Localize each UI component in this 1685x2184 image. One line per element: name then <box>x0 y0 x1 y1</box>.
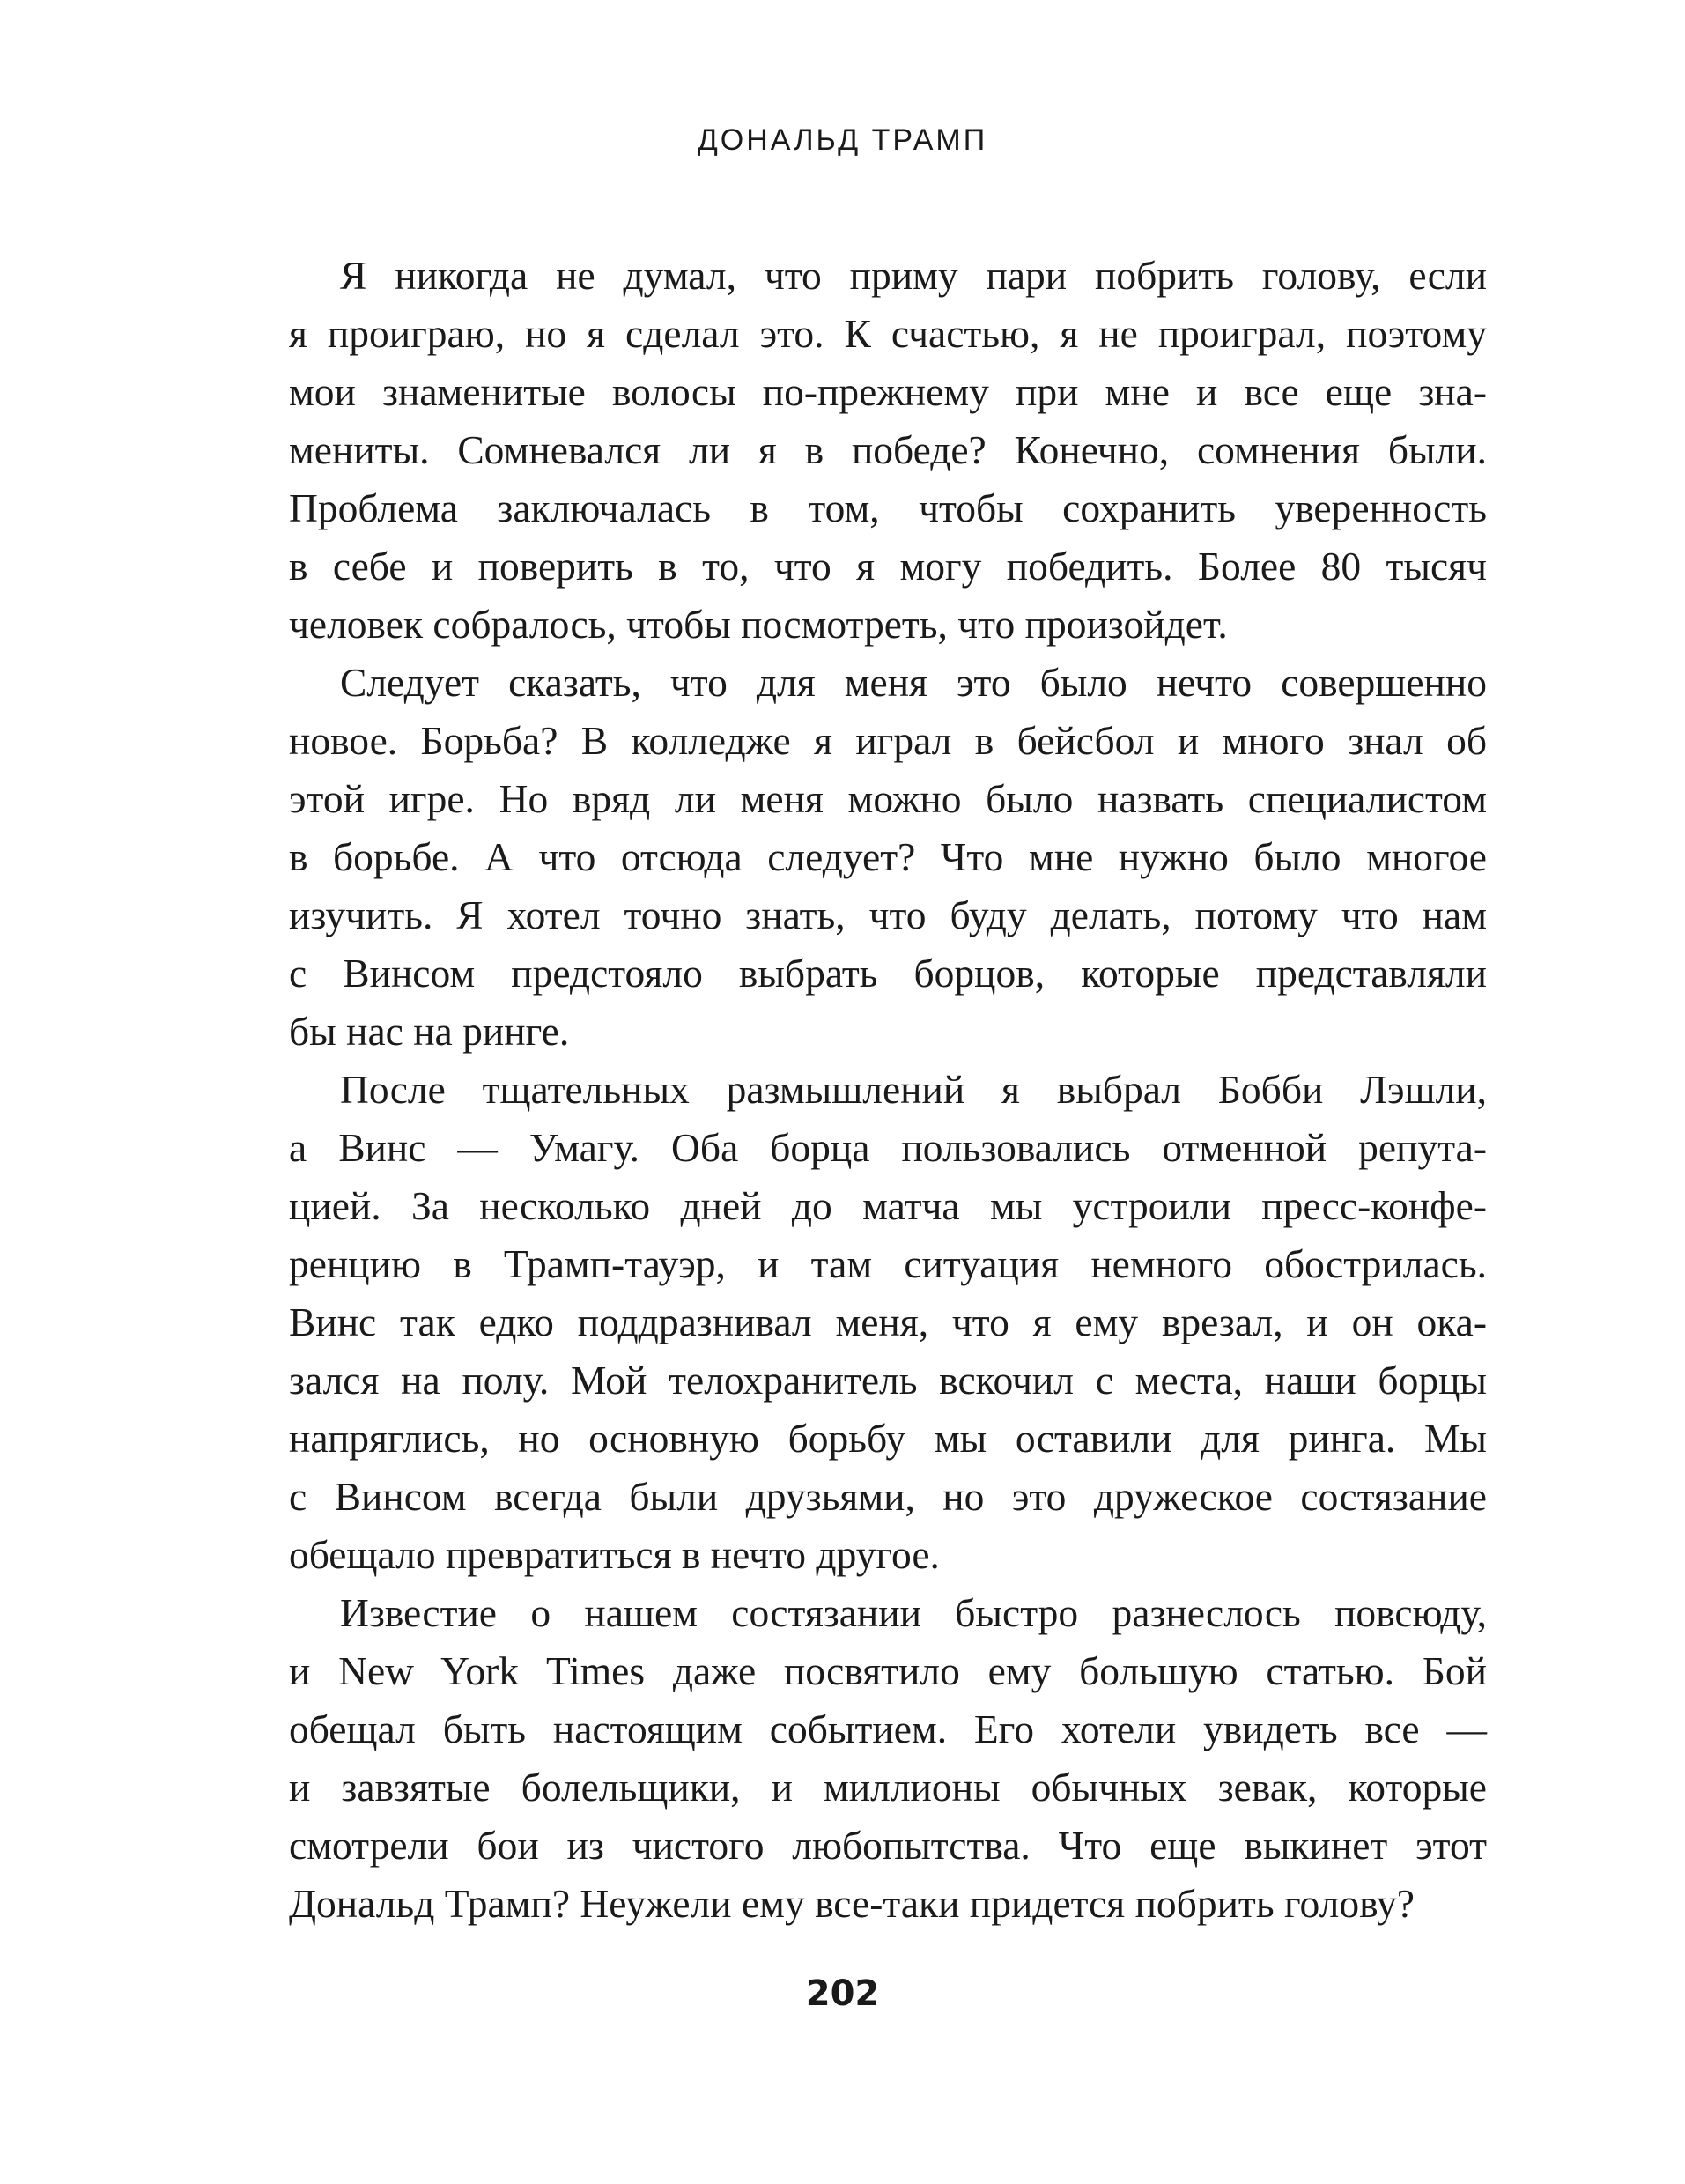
text-line: Проблема заключалась в том, чтобы сохранить уверенность <box>289 485 1487 530</box>
text-line: смотрели бои из чистого любопытства. Что еще выкинет этот <box>289 1823 1487 1868</box>
paragraph-3 <box>289 1061 1487 1584</box>
text-line: Известие о нашем состязании быстро разнеслось повсюду, <box>340 1590 1487 1635</box>
text-line: обещало превратиться в нечто другое. <box>289 1532 940 1577</box>
text-line: с Винсом предстояло выбрать борцов, которые представляли <box>289 951 1487 996</box>
text-line: Следует сказать, что для меня это было нечто совершенно <box>340 660 1487 705</box>
text-line: мои знаменитые волосы по-прежнему при мне и все еще зна- <box>289 369 1487 414</box>
page-number: 202 <box>805 1973 880 2014</box>
paragraph-1 <box>289 247 1487 654</box>
text-line: в себе и поверить в то, что я могу победить. Более 80 тысяч <box>289 544 1487 589</box>
paragraph-2 <box>289 654 1487 1061</box>
text-line: Я никогда не думал, что приму пари побрить голову, если <box>340 253 1487 298</box>
running-header: ДОНАЛЬД ТРАМП <box>697 123 988 157</box>
text-line: я проиграю, но я сделал это. К счастью, я не проиграл, поэтому <box>289 311 1487 356</box>
text-line: зался на полу. Мой телохранитель вскочил с места, наши борцы <box>289 1358 1487 1403</box>
text-line: этой игре. Но вряд ли меня можно было назвать специалистом <box>289 776 1487 821</box>
text-line: и завзятые болельщики, и миллионы обычных зевак, которые <box>289 1765 1487 1810</box>
text-line: новое. Борьба? В колледже я играл в бейсбол и много знал об <box>289 718 1487 763</box>
text-line: изучить. Я хотел точно знать, что буду делать, потому что нам <box>289 892 1487 937</box>
text-line: в борьбе. А что отсюда следует? Что мне нужно было многое <box>289 834 1487 879</box>
text-line: бы нас на ринге. <box>289 1009 570 1054</box>
text-line: а Винс — Умагу. Оба борца пользовались отменной репута- <box>289 1125 1487 1170</box>
text-line: ренцию в Трамп-тауэр, и там ситуация немного обострилась. <box>289 1241 1487 1286</box>
text-line: человек собралось, чтобы посмотреть, что произойдет. <box>289 602 1228 647</box>
text-line: и New York Times даже посвятило ему большую статью. Бой <box>289 1648 1487 1693</box>
text-line: напряглись, но основную борьбу мы оставили для ринга. Мы <box>289 1416 1487 1461</box>
paragraph-4 <box>289 1584 1487 1933</box>
text-line: После тщательных размышлений я выбрал Бобби Лэшли, <box>340 1067 1487 1112</box>
text-line: обещал быть настоящим событием. Его хотели увидеть все — <box>289 1706 1487 1751</box>
text-line: с Винсом всегда были друзьями, но это дружеское состязание <box>289 1474 1487 1519</box>
text-line: цией. За несколько дней до матча мы устроили пресс-конфе- <box>289 1183 1487 1228</box>
text-line: Дональд Трамп? Неужели ему все-таки придется побрить голову? <box>289 1881 1415 1926</box>
text-line: Винс так едко поддразнивал меня, что я ему врезал, и он ока- <box>289 1299 1487 1344</box>
body-text <box>289 247 1487 1933</box>
text-line: мениты. Сомневался ли я в победе? Конечно, сомнения были. <box>289 427 1487 472</box>
